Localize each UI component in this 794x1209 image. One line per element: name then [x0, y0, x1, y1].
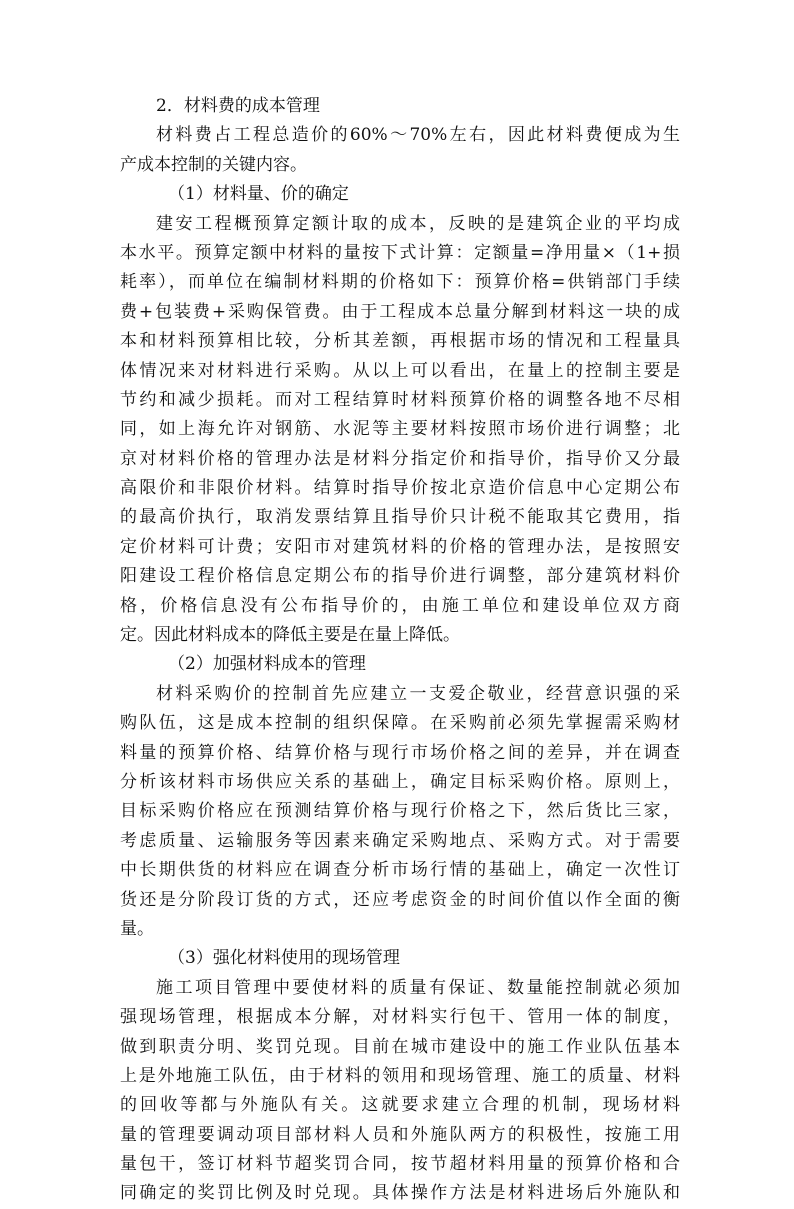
section-heading: 2．材料费的成本管理 — [156, 96, 320, 116]
paragraph-line: 费+包装费+采购保管费。由于工程成本总量分解到材料这一块的成 — [120, 301, 680, 322]
paragraph-line: 产成本控制的关键内容。 — [120, 154, 307, 175]
paragraph-line: 建安工程概预算定额计取的成本，反映的是建筑企业的平均成 — [156, 213, 680, 234]
paragraph-line: 的最高价执行，取消发票结算且指导价只计税不能取其它费用，指 — [120, 507, 680, 528]
paragraph-line: 料量的预算价格、结算价格与现行市场价格之间的差异，并在调查 — [120, 742, 680, 763]
paragraph-line: 分析该材料市场供应关系的基础上，确定目标采购价格。原则上， — [120, 771, 680, 792]
paragraph-line: 量。 — [120, 918, 154, 939]
paragraph-line: 上是外地施工队伍，由于材料的领用和现场管理、施工的质量、材料 — [120, 1065, 680, 1086]
paragraph-line: 定价材料可计费；安阳市对建筑材料的价格的管理办法，是按照安 — [120, 536, 680, 557]
paragraph-line: 目标采购价格应在预测结算价格与现行价格之下，然后货比三家， — [120, 801, 680, 822]
paragraph-line: 同，如上海允许对钢筋、水泥等主要材料按照市场价进行调整；北 — [120, 419, 680, 440]
paragraph-line: 货还是分阶段订货的方式，还应考虑资金的时间价值以作全面的衡 — [120, 889, 680, 910]
paragraph-line: 本水平。预算定额中材料的量按下式计算：定额量=净用量×（1+损 — [120, 242, 680, 263]
paragraph-line: 购队伍，这是成本控制的组织保障。在采购前必须先掌握需采购材 — [120, 713, 680, 734]
paragraph-line: 材料采购价的控制首先应建立一支爱企敬业，经营意识强的采 — [156, 683, 680, 704]
paragraph-line: 定。因此材料成本的降低主要是在量上降低。 — [120, 625, 460, 646]
paragraph-line: 量包干，签订材料节超奖罚合同，按节超材料用量的预算价格和合 — [120, 1154, 680, 1175]
paragraph-line: 京对材料价格的管理办法是材料分指定价和指导价，指导价又分最 — [120, 448, 680, 469]
paragraph-line: 同确定的奖罚比例及时兑现。具体操作方法是材料进场后外施队和 — [120, 1183, 680, 1204]
paragraph-line: 本和材料预算相比较，分析其差额，再根据市场的情况和工程量具 — [120, 331, 680, 352]
paragraph-line: 量的管理要调动项目部材料人员和外施队两方的积极性，按施工用 — [120, 1124, 680, 1145]
paragraph-line: 阳建设工程价格信息定期公布的指导价进行调整，部分建筑材料价 — [120, 566, 680, 587]
paragraph-line: 材料费占工程总造价的60%～70%左右，因此材料费便成为生 — [156, 125, 680, 146]
paragraph-line: 体情况来对材料进行采购。从以上可以看出，在量上的控制主要是 — [120, 360, 680, 381]
paragraph-line: 强现场管理，根据成本分解，对材料实行包干、管用一体的制度， — [120, 1007, 680, 1028]
paragraph-line: 的回收等都与外施队有关。这就要求建立合理的机制，现场材料 — [120, 1095, 680, 1116]
subsection-title: （3）强化材料使用的现场管理 — [168, 948, 400, 969]
subsection-title: （2）加强材料成本的管理 — [168, 654, 366, 675]
paragraph-line: 高限价和非限价材料。结算时指导价按北京造价信息中心定期公布 — [120, 478, 680, 499]
paragraph-line: 耗率），而单位在编制材料期的价格如下：预算价格=供销部门手续 — [120, 272, 680, 293]
document-page — [120, 92, 680, 1209]
paragraph-line: 格，价格信息没有公布指导价的，由施工单位和建设单位双方商 — [120, 595, 680, 616]
paragraph-line: 考虑质量、运输服务等因素来确定采购地点、采购方式。对于需要 — [120, 830, 680, 851]
paragraph-line: 中长期供货的材料应在调查分析市场行情的基础上，确定一次性订 — [120, 860, 680, 881]
paragraph-line: 做到职责分明、奖罚兑现。目前在城市建设中的施工作业队伍基本 — [120, 1036, 680, 1057]
paragraph-line: 节约和减少损耗。而对工程结算时材料预算价格的调整各地不尽相 — [120, 389, 680, 410]
subsection-title: （1）材料量、价的确定 — [168, 184, 349, 205]
paragraph-line: 施工项目管理中要使材料的质量有保证、数量能控制就必须加 — [156, 977, 680, 998]
